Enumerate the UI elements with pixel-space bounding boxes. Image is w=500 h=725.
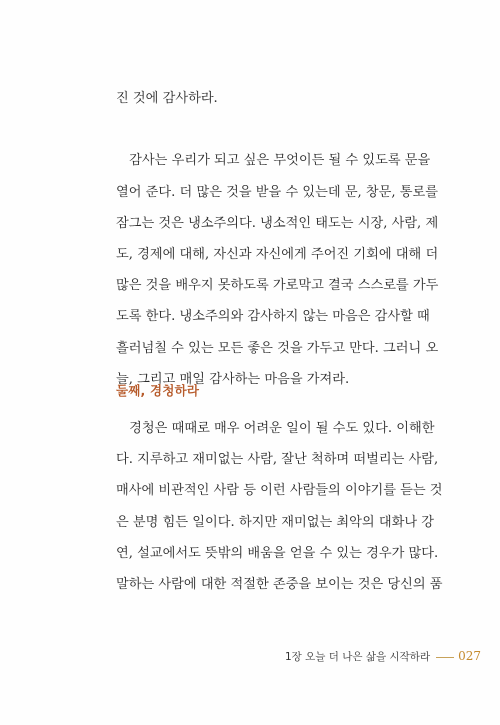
text-line: 도록 한다. 냉소주의와 감사하지 않는 마음은 감사할 때 [116,309,430,325]
page-number: 027 [458,649,481,663]
text-line: 진 것에 감사하라. [116,91,218,106]
text-line: 많은 것을 배우지 못하도록 가로막고 결국 스스로를 가두 [116,278,439,294]
section-heading: 둘째, 경청하라 [116,383,200,398]
text-line: 흘러넘칠 수 있는 모든 좋은 것을 가두고 만다. 그러니 오 [116,340,439,356]
text-line: 늘, 그리고 매일 감사하는 마음을 가져라. [116,371,350,387]
body-text-upper [116,83,439,395]
text-line: 은 분명 힘든 일이다. 하지만 재미없는 최악의 대화나 강 [116,514,434,530]
body-text-lower [116,413,443,600]
text-line: 도, 경제에 대해, 자신과 자신에게 주어진 기회에 대해 더 [116,246,439,262]
chapter-title: 1장 오늘 더 나은 삶을 시작하라 [285,651,431,663]
text-line: 잠그는 것은 냉소주의다. 냉소적인 태도는 시장, 사람, 제 [116,215,439,231]
paragraph-gap [116,114,428,145]
text-line: 감사는 우리가 되고 싶은 무엇이든 될 수 있도록 문을 [116,153,431,169]
text-line: 다. 지루하고 재미없는 사람, 잘난 척하며 떠벌리는 사람, [116,452,439,468]
page-footer [285,649,481,664]
text-line: 경청은 때때로 매우 어려운 일이 될 수도 있다. 이해한 [116,421,435,436]
footer-rule [436,657,454,658]
text-line: 연, 설교에서도 뜻밖의 배움을 얻을 수 있는 경우가 많다. [116,545,439,561]
text-line: 열어 준다. 더 많은 것을 받을 수 있는데 문, 창문, 통로를 [116,184,439,200]
text-line: 매사에 비관적인 사람 등 이런 사람들의 이야기를 듣는 것 [116,483,443,499]
text-line: 말하는 사람에 대한 적절한 존중을 보이는 것은 당신의 품 [116,576,443,592]
